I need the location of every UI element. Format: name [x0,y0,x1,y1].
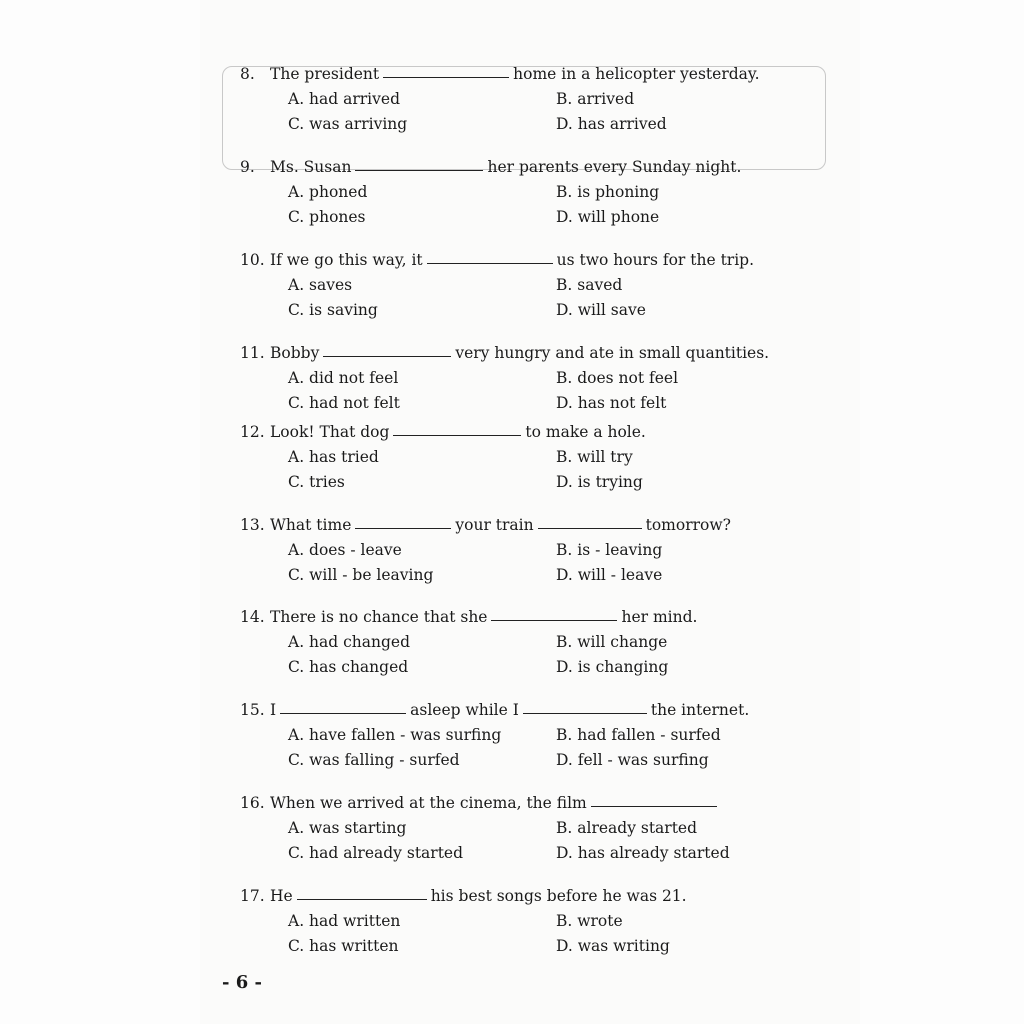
option-d[interactable]: D. has already started [556,844,730,862]
answer-blank-2[interactable] [538,513,642,529]
option-b[interactable]: B. wrote [556,912,623,930]
option-a[interactable]: A. phoned [288,183,368,201]
answer-blank[interactable] [491,605,617,621]
option-b[interactable]: B. saved [556,276,623,294]
question-stem [240,155,840,180]
options [288,366,840,416]
question-number: 11. [240,344,265,362]
stem-text: Ms. Susan [270,158,352,176]
question-11 [240,341,840,416]
stem-text: her parents every Sunday night. [487,158,742,176]
option-a[interactable]: A. has tried [288,448,379,466]
option-d[interactable]: D. will phone [556,208,660,226]
stem-text: home in a helicopter yesterday. [513,65,760,83]
answer-blank[interactable] [393,420,521,436]
question-number: 16. [240,794,265,812]
option-a[interactable]: A. was starting [288,819,407,837]
stem-text: I [270,701,277,719]
stem-text: When we arrived at the cinema, the film [270,794,587,812]
page-number: - 6 - [222,972,262,993]
option-d[interactable]: D. is trying [556,473,643,491]
answer-blank[interactable] [355,155,483,171]
option-b[interactable]: B. will try [556,448,633,466]
stem-text: to make a hole. [525,423,646,441]
answer-blank[interactable] [323,341,451,357]
question-number: 15. [240,701,265,719]
option-d[interactable]: D. has arrived [556,115,667,133]
answer-blank[interactable] [383,62,509,78]
stem-text: tomorrow? [645,516,731,534]
option-d[interactable]: D. was writing [556,937,670,955]
option-d[interactable]: D. has not felt [556,394,667,412]
stem-text: He [270,887,293,905]
answer-blank[interactable] [427,248,553,264]
option-c[interactable]: C. has written [288,937,399,955]
option-d[interactable]: D. fell - was surfing [556,751,709,769]
question-stem [240,420,840,445]
stem-text: asleep while I [410,701,519,719]
option-b[interactable]: B. is phoning [556,183,660,201]
stem-text: Look! That dog [270,423,390,441]
options [288,180,840,230]
option-b[interactable]: B. arrived [556,90,635,108]
question-number: 8. [240,65,255,83]
option-d[interactable]: D. is changing [556,658,669,676]
option-c[interactable]: C. phones [288,208,366,226]
stem-text: your train [455,516,534,534]
option-a[interactable]: A. had written [288,912,401,930]
question-number: 14. [240,608,265,626]
option-c[interactable]: C. had not felt [288,394,400,412]
option-c[interactable]: C. was arriving [288,115,408,133]
stem-text: her mind. [621,608,698,626]
options [288,273,840,323]
option-c[interactable]: C. is saving [288,301,378,319]
question-number: 17. [240,887,265,905]
answer-blank[interactable] [591,791,717,807]
option-c[interactable]: C. has changed [288,658,409,676]
stem-text: Bobby [270,344,320,362]
stem-text: very hungry and ate in small quantities. [455,344,770,362]
stem-text: his best songs before he was 21. [430,887,687,905]
question-stem [240,248,840,273]
question-9 [240,155,840,230]
options [288,630,840,680]
stem-text: The president [270,65,380,83]
options [288,87,840,137]
question-number: 10. [240,251,265,269]
question-stem [240,513,840,538]
question-stem [240,341,840,366]
options [288,723,840,773]
option-c[interactable]: C. will - be leaving [288,566,434,584]
option-a[interactable]: A. had changed [288,633,411,651]
question-number: 13. [240,516,265,534]
question-15 [240,698,840,773]
stem-text: What time [270,516,352,534]
question-14 [240,605,840,680]
option-d[interactable]: D. will - leave [556,566,663,584]
stem-text: the internet. [650,701,750,719]
answer-blank-1[interactable] [280,698,406,714]
option-c[interactable]: C. was falling - surfed [288,751,460,769]
question-number: 9. [240,158,255,176]
option-b[interactable]: B. already started [556,819,698,837]
option-c[interactable]: C. tries [288,473,345,491]
question-17 [240,884,840,959]
question-stem [240,605,840,630]
question-12 [240,420,840,495]
answer-blank-2[interactable] [523,698,647,714]
option-a[interactable]: A. did not feel [288,369,399,387]
option-b[interactable]: B. does not feel [556,369,679,387]
option-d[interactable]: D. will save [556,301,646,319]
options [288,909,840,959]
stem-text: us two hours for the trip. [556,251,755,269]
option-c[interactable]: C. had already started [288,844,464,862]
question-stem [240,698,840,723]
question-number: 12. [240,423,265,441]
question-stem [240,791,840,816]
option-a[interactable]: A. saves [288,276,353,294]
answer-blank[interactable] [297,884,427,900]
question-stem [240,62,840,87]
option-a[interactable]: A. have fallen - was surfing [288,726,502,744]
question-16 [240,791,840,866]
question-10 [240,248,840,323]
options [288,538,840,588]
option-b[interactable]: B. is - leaving [556,541,663,559]
question-13 [240,513,840,588]
options [288,816,840,866]
stem-text: There is no chance that she [270,608,488,626]
options [288,445,840,495]
answer-blank-1[interactable] [355,513,451,529]
option-a[interactable]: A. had arrived [288,90,400,108]
option-a[interactable]: A. does - leave [288,541,402,559]
stem-text: If we go this way, it [270,251,423,269]
question-stem [240,884,840,909]
option-b[interactable]: B. had fallen - surfed [556,726,721,744]
option-b[interactable]: B. will change [556,633,668,651]
question-8 [240,62,840,137]
